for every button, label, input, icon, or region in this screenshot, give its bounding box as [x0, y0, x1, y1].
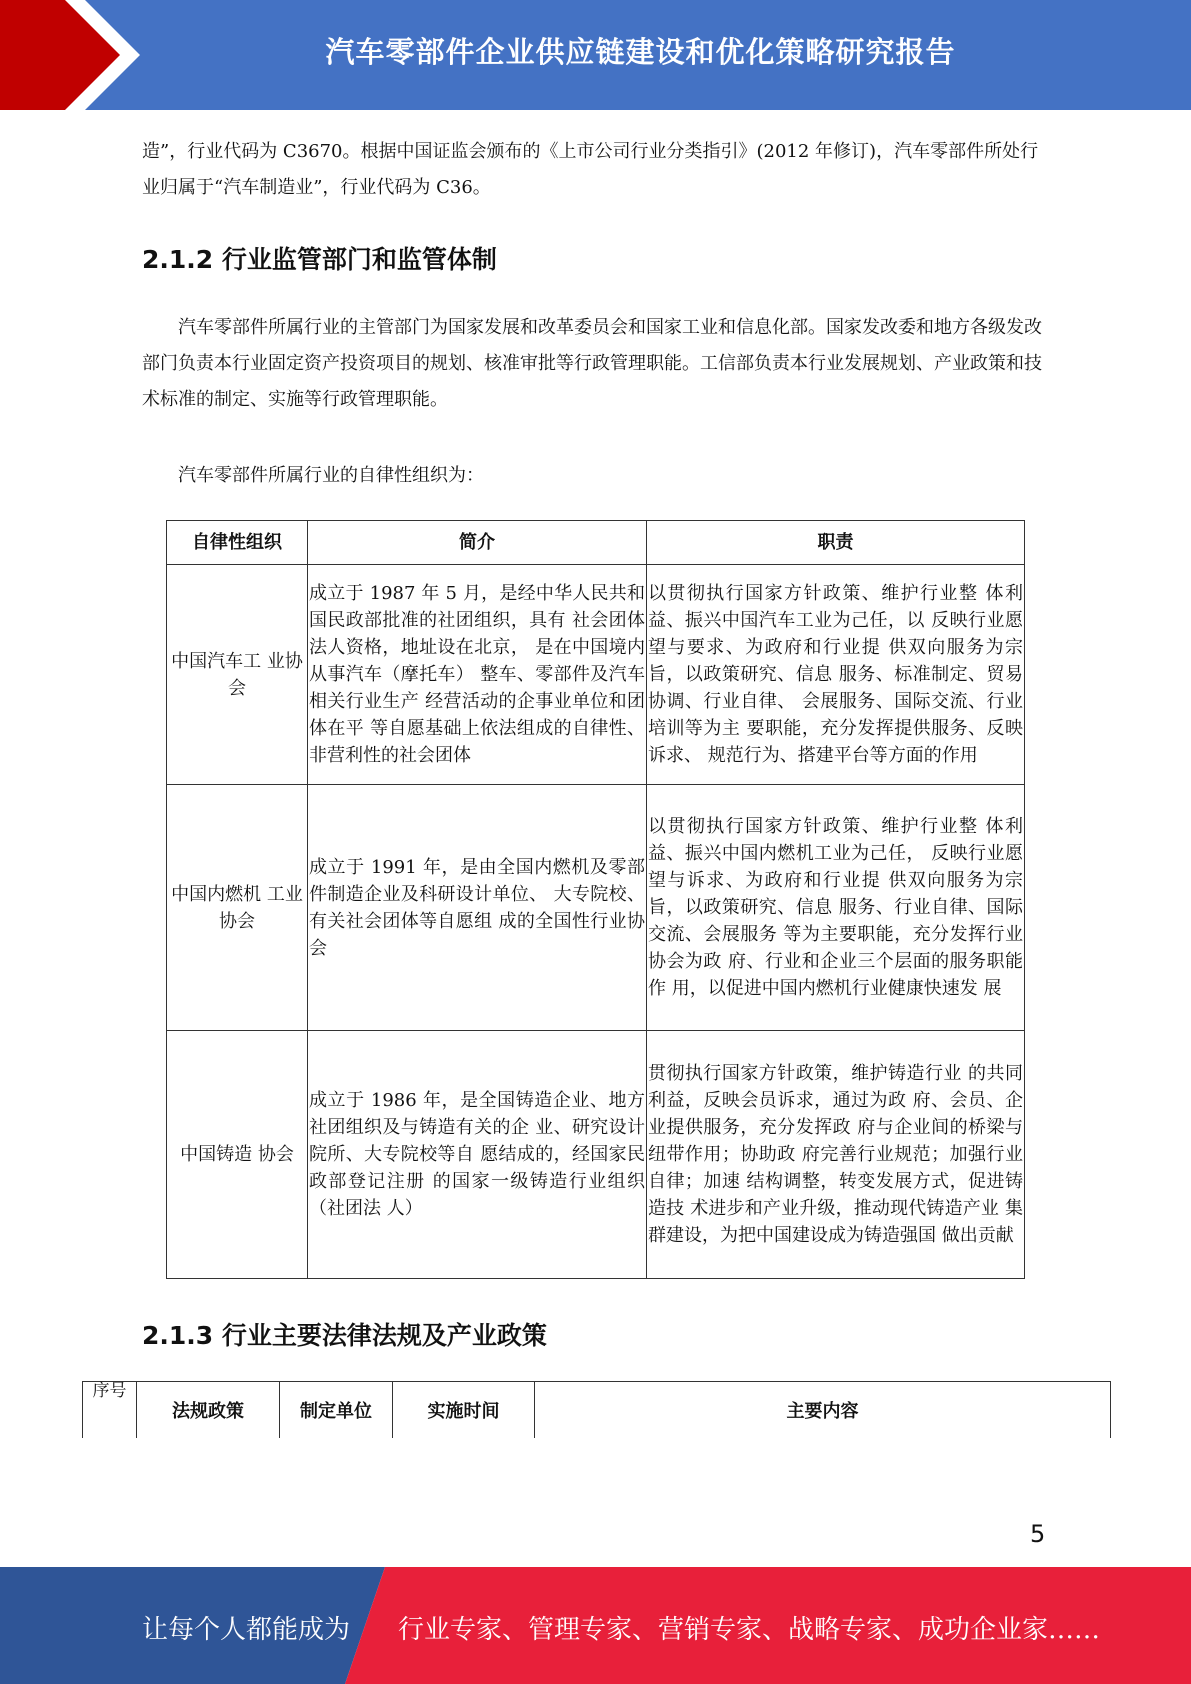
law-header-index: 序号: [83, 1382, 137, 1439]
org-name: 中国内燃机 工业协会: [167, 785, 308, 1031]
footer-slogan-left: 让每个人都能成为: [142, 1615, 351, 1645]
table-row: [167, 785, 1025, 1031]
law-header-policy: 法规政策: [137, 1382, 280, 1439]
report-title: 汽车零部件企业供应链建设和优化策略研究报告: [325, 35, 956, 69]
page-footer: [0, 1567, 1191, 1684]
page-number: 5: [1030, 1520, 1046, 1548]
org-duty: 以贯彻执行国家方针政策、维护行业整 体利益、振兴中国汽车工业为己任，以 反映行业愿望与要求、为政府和行业提 供双向服务为宗旨，以政策研究、信息 服务、标准制定、贸易协调、行业自律、 会展服务、国际交流、行业培训等为主 要职能，充分发挥提供服务、反映诉求、 规范行为、搭建平台等方面的作用: [647, 565, 1025, 785]
org-intro: 成立于 1987 年 5 月，是经中华人民共和国民政部批准的社团组织，具有 社会团体法人资格，地址设在北京， 是在中国境内从事汽车（摩托车） 整车、零部件及汽车相关行业生产 经营活动的企事业单位和团体在平 等自愿基础上依法组成的自律性、 非营利性的社会团体: [308, 565, 647, 785]
section-heading-2-1-2: 2.1.2 行业监管部门和监管体制: [142, 245, 497, 274]
footer-slogan-right: 行业专家、管理专家、营销专家、战略专家、成功企业家……: [398, 1615, 1101, 1645]
table-row: [167, 565, 1025, 785]
org-intro: 成立于 1991 年，是由全国内燃机及零部件制造企业及科研设计单位、 大专院校、有关社会团体等自愿组 成的全国性行业协会: [308, 785, 647, 1031]
law-table-header-row: [83, 1382, 1111, 1439]
page-header: [0, 0, 1191, 110]
org-table-header-row: [167, 521, 1025, 565]
law-header-issuer: 制定单位: [280, 1382, 393, 1439]
laws-policies-table: [82, 1381, 1111, 1438]
org-header-duty: 职责: [647, 521, 1025, 565]
intro-paragraph: 造”，行业代码为 C3670。根据中国证监会颁布的《上市公司行业分类指引》(2012 年修订)，汽车零部件所处行业归属于“汽车制造业”，行业代码为 C36。: [142, 141, 1039, 198]
law-header-main-content: 主要内容: [535, 1382, 1111, 1439]
table-row: [167, 1031, 1025, 1279]
org-duty: 贯彻执行国家方针政策，维护铸造行业 的共同利益，反映会员诉求，通过为政 府、会员、企业提供服务，充分发挥政 府与企业间的桥梁与纽带作用；协助政 府完善行业规范；加强行业自律；加速 结构调整，转变发展方式，促进铸造技 术进步和产业升级，推动现代铸造产业 集群建设，为把中国建设成为铸造强国 做出贡献: [647, 1031, 1025, 1279]
org-name: 中国铸造 协会: [167, 1031, 308, 1279]
org-header-organization: 自律性组织: [167, 521, 308, 565]
section-heading-2-1-3: 2.1.3 行业主要法律法规及产业政策: [142, 1321, 547, 1350]
self-regulatory-org-table: [166, 520, 1025, 1279]
law-header-effective-date: 实施时间: [393, 1382, 535, 1439]
org-intro: 成立于 1986 年，是全国铸造企业、地方社团组织及与铸造有关的企 业、研究设计院所、大专院校等自 愿结成的，经国家民政部登记注册 的国家一级铸造行业组织（社团法 人）: [308, 1031, 647, 1279]
org-duty: 以贯彻执行国家方针政策、维护行业整 体利益、振兴中国内燃机工业为己任， 反映行业愿望与诉求、为政府和行业提 供双向服务为宗旨，以政策研究、信息 服务、行业自律、国际交流、会展服务 等为主要职能，充分发挥行业协会为政 府、行业和企业三个层面的服务职能作 用，以促进中国内燃机行业健康快速发 展: [647, 785, 1025, 1031]
self-regulatory-lead: 汽车零部件所属行业的自律性组织为：: [178, 465, 484, 486]
org-name: 中国汽车工 业协会: [167, 565, 308, 785]
regulator-paragraph: 汽车零部件所属行业的主管部门为国家发展和改革委员会和国家工业和信息化部。国家发改委和地方各级发改部门负责本行业固定资产投资项目的规划、核准审批等行政管理职能。工信部负责本行业发展规划、产业政策和技术标准的制定、实施等行政管理职能。: [142, 317, 1042, 410]
org-header-intro: 简介: [308, 521, 647, 565]
